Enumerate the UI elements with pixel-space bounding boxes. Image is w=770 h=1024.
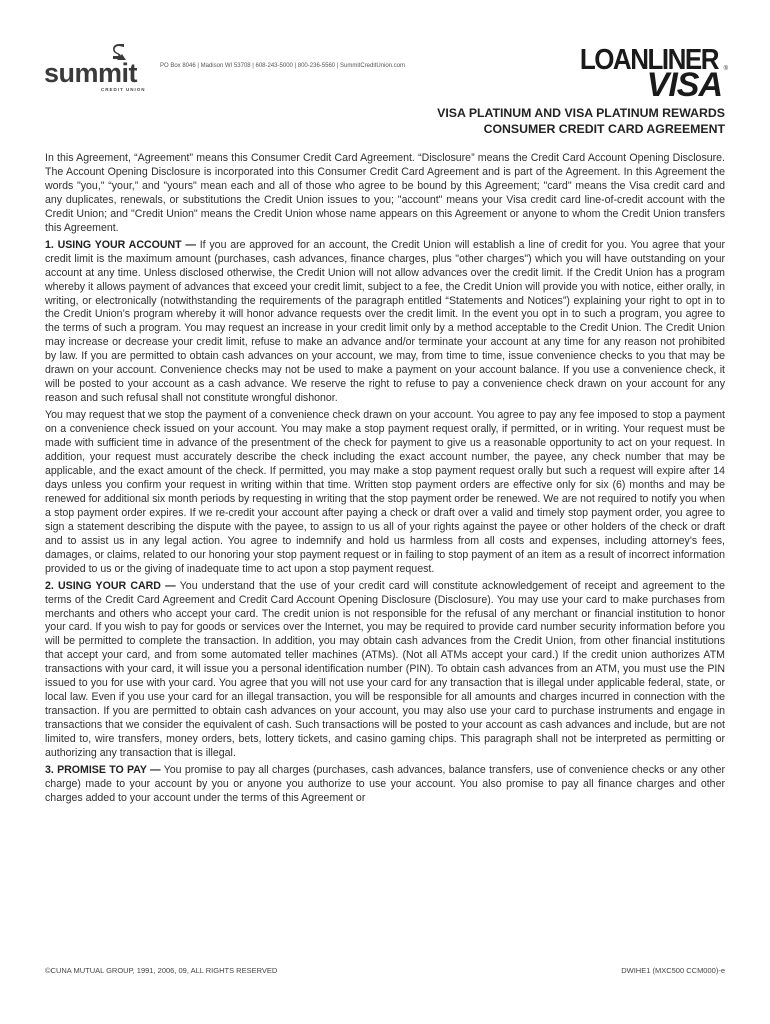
title-line-1: VISA PLATINUM AND VISA PLATINUM REWARDS xyxy=(437,106,725,120)
section-2-paragraph xyxy=(45,580,725,761)
section-1-stop-payment-paragraph xyxy=(45,409,725,576)
section-2-text: You understand that the use of your credit card will constitute acknowledgement of receipt and agreement to the terms of the Credit Card Agreement and Credit Card Account Opening Disclosure (Disclosure). You may use your card to make purchases from merchants and others who accept your card. The credit union is not responsible for the refusal of any merchant or financial institution to honor your card. If you wish to pay for goods or services over the Internet, you may be required to provide card number security information before you will be permitted to complete the transaction. In addition, you may obtain cash advances from the Credit Union, from other financial institutions that accept your card, and from some automated teller machines (ATMs). (Not all ATMs accept your card.) If the credit union authorizes ATM transactions with your card, it will issue you a personal identification number (PIN). To obtain cash advances from an ATM, you must use the PIN issued to you for use with your card. You agree that you will not use your card for any transaction that is illegal under applicable federal, state, or local law. Even if you use your card for an illegal transaction, you will be responsible for all amounts and charges incurred in connection with the transaction. If you are permitted to obtain cash advances on your account, you may also use your card to purchase instruments and engage in transactions that we consider the equivalent of cash. Such transactions will be posted to your account as cash advances and include, but are not limited to, wire transfers, money orders, bets, lottery tickets, and casino gaming chips. This paragraph shall not be interpreted as permitting or authorizing any transaction that is illegal. xyxy=(45,579,725,760)
loanliner-visa-logo xyxy=(568,44,728,104)
section-2-heading: 2. USING YOUR CARD — xyxy=(45,579,176,592)
section-1-heading: 1. USING YOUR ACCOUNT — xyxy=(45,238,196,251)
loanliner-wordmark: LOANLINER xyxy=(579,42,718,76)
registered-mark: ® xyxy=(723,66,728,72)
visa-wordmark: VISA xyxy=(646,66,722,104)
page-header xyxy=(0,0,770,150)
agreement-title xyxy=(437,105,725,137)
intro-paragraph: In this Agreement, “Agreement” means this Consumer Credit Card Agreement. “Disclosure” means the Credit Card Account Opening Disclosure. The Account Opening Disclosure is incorporated into this Consumer Credit Card Agreement and is part of the Agreement. In this Agreement the words "you," “your,” and "yours" mean each and all of those who agree to be bound by this Agreement; "card" means the Visa credit card and any duplicates, renewals, or substitutions the Credit Union issues to you; "account" means your Visa credit card line-of-credit account with the Credit Union; and "Credit Union" means the Credit Union whose name appears on this Agreement or anyone to whom the Credit Union transfers this Agreement. xyxy=(45,152,725,234)
section-1b-text: You may request that we stop the payment of a convenience check drawn on your account. You agree to pay any fee imposed to stop a payment on a convenience check issued on your account. You may make a stop payment request orally, if permitted, or in writing. Your request must be made with sufficient time in advance of the presentment of the check for payment to give us a reasonable opportunity to act on your request. In addition, your request must accurately describe the check including the exact account number, the payee, any check number that may be applicable, and the exact amount of the check. If permitted, you may make a stop payment request orally but such a request will expire after 14 days unless you confirm your request in writing within that time. Written stop payment orders are effective only for six (6) months and may be renewed for additional six month periods by requesting in writing that the stop payment order be renewed. We are not required to notify you when a stop payment order expires. If we re-credit your account after paying a check or draft over a valid and timely stop payment order, you agree to sign a statement describing the dispute with the payee, to assign to us all of your rights against the payee or other holders of the check or draft and to assist us in any legal action. You agree to indemnify and hold us harmless from all costs and expenses, including attorney's fees, damages, or claims, related to our honoring your stop payment request or in failing to stop payment of an item as a result of incorrect information provided to us or the giving of inadequate time to act upon a stop payment request. xyxy=(45,409,725,575)
title-line-2: CONSUMER CREDIT CARD AGREEMENT xyxy=(483,122,725,136)
form-number-footer: DWIHE1 (MXC500 CCM000)-e xyxy=(621,966,725,975)
section-1-paragraph xyxy=(45,239,725,406)
summit-wordmark: summit xyxy=(44,58,138,88)
copyright-footer: ©CUNA MUTUAL GROUP, 1991, 2006, 09, ALL RIGHTS RESERVED xyxy=(45,966,278,975)
summit-subtext: CREDIT UNION xyxy=(101,87,146,92)
credit-union-address: PO Box 8046 | Madison WI 53708 | 608-243-5000 | 800-236-5560 | SummitCreditUnion.com xyxy=(160,63,406,69)
summit-credit-union-logo xyxy=(44,42,164,92)
agreement-body xyxy=(45,152,725,809)
section-3-heading: 3. PROMISE TO PAY — xyxy=(45,763,161,776)
section-3-text: You promise to pay all charges (purchases, cash advances, balance transfers, use of convenience checks or any other charge) made to your account by you or anyone you authorize to use your account. You also promise to pay all finance charges and other charges added to your account under the terms of this Agreement or xyxy=(45,763,725,804)
section-3-paragraph xyxy=(45,764,725,806)
section-1-text: If you are approved for an account, the Credit Union will establish a line of credit for you. You agree that your credit limit is the maximum amount (purchases, cash advances, finance charges, plus "other charges") which you will have outstanding on your account at any time. Unless disclosed otherwise, the Credit Union will not allow advances over the credit limit. If the Credit Union has a program whereby it allows payment of advances that exceed your credit limit, subject to a fee, the Credit Union will provide you with notice, either orally, in writing, or electronically (notwithstanding the requirements of the paragraph entitled “Statements and Notices”) explaining your right to opt in to the Credit Union’s program whereby it will honor advance requests over the credit limit. In the event you opt in to such a program, you agree to the terms of such a program. You may request an increase in your credit limit only by a method acceptable to the Credit Union. The Credit Union may increase or decrease your credit limit, refuse to make an advance and/or terminate your account at any time for any reason not prohibited by law. If you are permitted to obtain cash advances on your account, we may, from time to time, issue convenience checks to you that may be drawn on your account. Convenience checks may not be used to make a payment on your account balance. If you use a convenience check, it will be posted to your account as a cash advance. We reserve the right to refuse to pay a convenience check drawn on your account for any reason and such refusal shall not constitute wrongful dishonor. xyxy=(45,238,725,405)
